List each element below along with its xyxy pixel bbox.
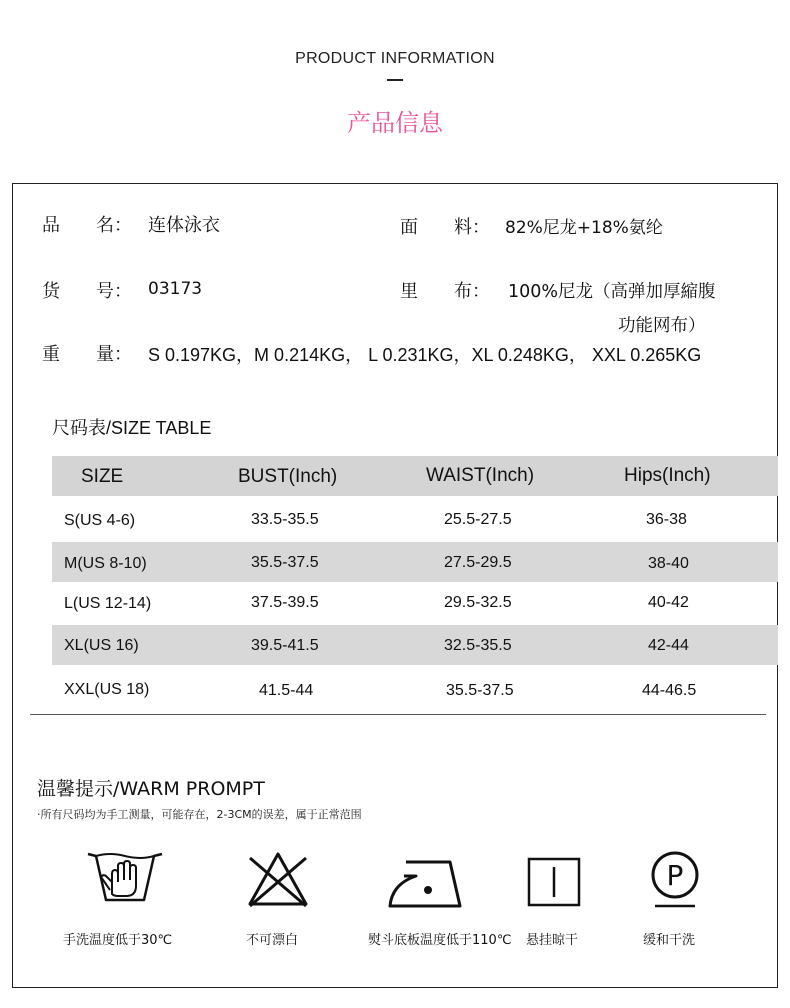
cell-waist: 25.5-27.5	[444, 511, 512, 528]
cell-hips: 42-44	[648, 637, 689, 654]
cell-bust: 35.5-37.5	[251, 554, 319, 571]
header-hips: Hips(Inch)	[624, 465, 711, 486]
cell-hips: 38-40	[648, 555, 689, 572]
size-table-header	[52, 456, 778, 496]
cell-waist: 29.5-32.5	[444, 594, 512, 611]
table-row	[52, 500, 778, 540]
cell-waist: 32.5-35.5	[444, 637, 512, 654]
fabric-value: 82%尼龙+18%氨纶	[505, 218, 663, 238]
cell-bust: 41.5-44	[259, 682, 314, 699]
size-table-title: 尺码表/SIZE TABLE	[52, 418, 212, 438]
dry-clean-p-icon	[649, 850, 701, 910]
lining-value-cont: 功能网布）	[618, 316, 706, 336]
lining-value: 100%尼龙（高弹加厚縮腹	[508, 282, 716, 302]
item-no-label: 货 号：	[42, 281, 132, 302]
care-label: 悬挂晾干	[526, 933, 579, 948]
cell-bust: 33.5-35.5	[251, 511, 319, 528]
cell-size: L(US 12-14)	[64, 595, 152, 612]
header-title-en: PRODUCT INFORMATION	[295, 50, 495, 67]
cell-waist: 35.5-37.5	[446, 682, 514, 699]
header-divider	[387, 79, 403, 81]
name-value: 连体泳衣	[148, 215, 220, 236]
cell-size: S(US 4-6)	[64, 512, 136, 529]
care-label: 不可漂白	[246, 933, 299, 948]
weight-label: 重 量：	[42, 344, 132, 365]
warm-prompt-title: 温馨提示/WARM PROMPT	[37, 778, 265, 800]
weight-value: S 0.197KG，M 0.214KG， L 0.231KG，XL 0.248KG， XXL 0.265KG	[148, 345, 702, 365]
cell-size: XL(US 16)	[64, 637, 139, 654]
fabric-label: 面 料：	[400, 217, 490, 238]
hang-dry-icon	[527, 857, 581, 907]
header-size: SIZE	[81, 466, 124, 487]
care-label: 熨斗底板温度低于110℃	[368, 933, 512, 948]
cell-hips: 36-38	[646, 511, 687, 528]
table-row	[52, 542, 778, 582]
iron-icon	[388, 860, 464, 908]
table-row	[52, 625, 778, 665]
warm-prompt-note: ·所有尺码均为手工测量，可能存在，2-3CM的误差，属于正常范围	[37, 808, 362, 821]
cell-size: XXL(US 18)	[64, 681, 150, 698]
header-bust: BUST(Inch)	[238, 466, 338, 487]
hand-wash-icon	[86, 852, 164, 906]
care-label: 手洗温度低于30℃	[63, 933, 173, 948]
cell-size: M(US 8-10)	[64, 555, 147, 572]
item-no-value: 03173	[148, 279, 203, 299]
svg-text:P: P	[666, 859, 684, 892]
cell-bust: 39.5-41.5	[251, 637, 319, 654]
lining-label: 里 布：	[400, 281, 490, 302]
table-row	[52, 584, 778, 624]
table-row	[52, 670, 778, 710]
cell-waist: 27.5-29.5	[444, 554, 512, 571]
header-waist: WAIST(Inch)	[426, 465, 535, 486]
cell-hips: 40-42	[648, 594, 689, 611]
name-label: 品 名：	[42, 215, 132, 236]
do-not-bleach-icon	[246, 850, 310, 908]
section-divider	[30, 714, 766, 715]
header-title-cn: 产品信息	[347, 109, 443, 137]
care-label: 缓和干洗	[643, 933, 696, 948]
cell-hips: 44-46.5	[642, 682, 697, 699]
cell-bust: 37.5-39.5	[251, 594, 319, 611]
